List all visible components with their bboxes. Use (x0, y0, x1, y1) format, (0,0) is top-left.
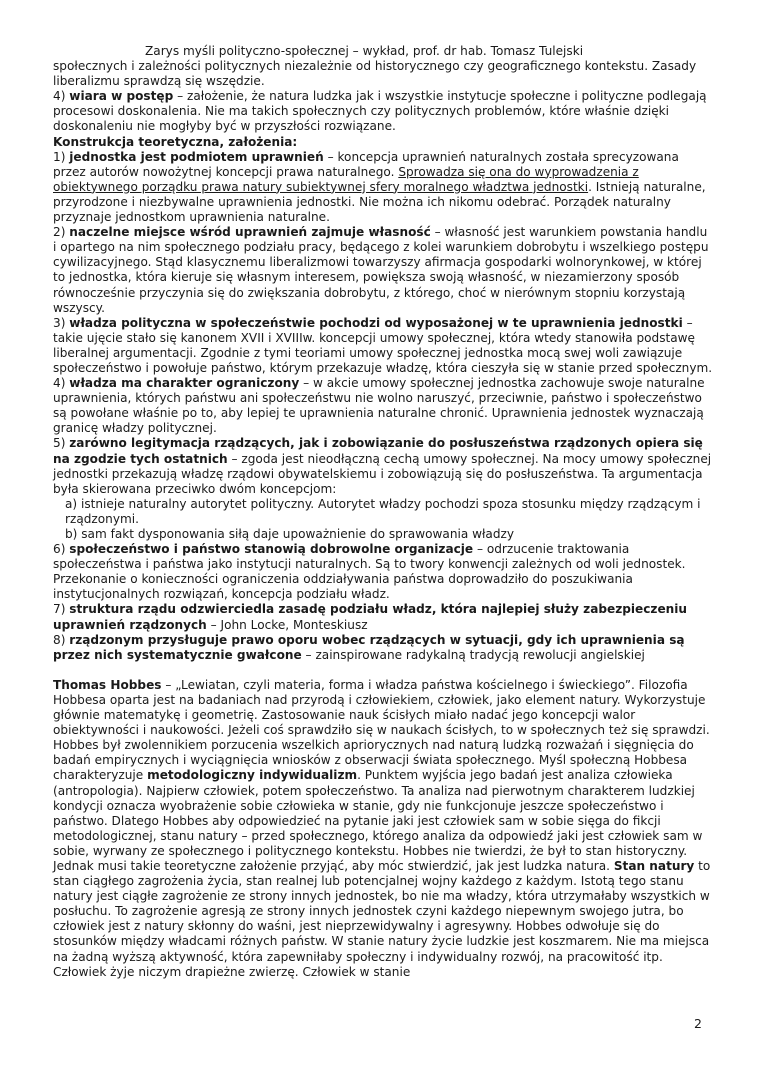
item-number: 6) (53, 542, 70, 557)
assumption-8 (53, 633, 713, 663)
page-number: 2 (694, 1016, 702, 1031)
sub-item-a: a) istnieje naturalny autorytet polityczny. Autorytet władzy pochodzi spoza stosunku między rządzącym i rządzonymi. (65, 496, 701, 526)
running-header: Zarys myśli polityczno-społecznej – wykład, prof. dr hab. Tomasz Tulejski (145, 44, 584, 58)
item-number: 7) (53, 602, 70, 617)
bold-term: metodologiczny indywidualizm (147, 768, 358, 783)
item-bold: rządzonym przysługuje prawo oporu wobec rządzących w sytuacji, gdy ich uprawnienia są przez nich systematycznie gwałcone (53, 632, 685, 662)
item-bold: naczelne miejsce wśród uprawnień zajmuje własność (69, 225, 431, 240)
paragraph-intro: społecznych i zależności politycznych niezależnie od historycznego czy geograficznego kontekstu. Zasady liberalizmu sprawdzą się wszędzie. (53, 59, 697, 89)
item-number: 5) (53, 436, 70, 451)
paragraph-text: to stan ciągłego zagrożenia życia, stan realnej lub potencjalnej wojny każdego z każdym. Istotą tego stanu natury jest ciągłe zagrożenie ze strony innych jednostek, bo nie ma władzy, która utrzymałaby wszystkich w posłuchu. To zagrożenie agresją ze strony innych jednostek czyni każdego niepewnym swojego jutra, bo człowiek jest z natury skłonny do waśni, jest nieprzewidywalny i agresywny. Hobbes odwołuje się do stosunków między władcami różnych państw. W stanie natury życie ludzkie jest koszmarem. Nie ma miejsca na żadną wyższą aktywność, która zapewniłaby społeczny i indywidualny rozwój, na pracowitość itp. Człowiek żyje niczym drapieżne zwierzę. Człowiek w stanie (53, 858, 711, 979)
item-number: 8) (53, 632, 70, 647)
item-text: – w akcie umowy społecznej jednostka zachowuje swoje naturalne uprawnienia, których państwu ani społeczeństwu nie wolno naruszyć, przeciwnie, państwo i społeczeństwo są powołane właśnie po to, aby lepiej te uprawnienia naturalne chronić. Uprawnienia jednostek wyznaczają granicę władzy politycznej. (53, 376, 705, 436)
item-bold: zarówno legitymacja rządzących, jak i zobowiązanie do posłuszeństwa rządzonych opiera się na zgodzie tych ostatnich (53, 436, 703, 466)
item-bold: jednostka jest podmiotem uprawnień (69, 149, 324, 164)
item-number: 3) (53, 315, 70, 330)
item-text: – John Locke, Monteskiusz (206, 617, 368, 632)
item-text: – zgoda jest nieodłączną cechą umowy społecznej. Na mocy umowy społecznej jednostki przekazują władzę rządowi obywatelskiemu i zobowiązują się do posłuszeństwa. Ta argumentacja była skierowana przeciwko dwóm koncepcjom: (53, 451, 712, 496)
item-number: 4) (53, 89, 70, 104)
assumption-7 (53, 602, 713, 632)
item-4-wiara (53, 89, 713, 134)
item-bold: struktura rządu odzwierciedla zasadę podziału władz, która najlepiej służy zabezpieczeniu uprawnień rządzonych (53, 602, 688, 632)
author-name: Thomas Hobbes (53, 677, 162, 692)
item-text: – takie ujęcie stało się kanonem XVII i XVIIIw. koncepcji umowy społecznej, która wtedy stanowiła podstawę liberalnej argumentacji. Zgodnie z tymi teoriami umowy społecznej jednostka mocą swej woli zawiązuje społeczeństwo i powołuje państwo, którym przekazuje władzę, która cieszyła się w stanie przed społecznym. (53, 315, 713, 375)
assumption-2 (53, 225, 713, 316)
document-page (53, 44, 713, 980)
item-bold: władza ma charakter ograniczony (69, 376, 300, 391)
paragraph-text: . Punktem wyjścia jego badań jest analiza człowieka (antropologia). Najpierw człowiek, potem społeczeństwo. Ta analiza nad pierwotnym charakterem ludzkiej kondycji oznacza wyobrażenie sobie człowieka w stanie, gdy nie funkcjonuje jeszcze społeczeństwo i państwo. Dlatego Hobbes aby odpowiedzieć na pytanie jaki jest człowiek sam w sobie sięga do fikcji metodologicznej, stanu natury – przed społecznego, którego analiza da odpowiedź jaki jest człowiek sam w sobie, wyrwany ze społecznego i politycznego kontekstu. Hobbes nie twierdzi, że był to stan historyczny. Jednak musi takie teoretyczne założenie przyjąć, aby móc stwierdzić, jak jest ludzka natura. (53, 768, 703, 873)
item-number: 1) (53, 149, 70, 164)
item-text: – założenie, że natura ludzka jak i wszystkie instytucje społeczne i polityczne podlegają procesowi doskonalenia. Nie ma takich społecznych czy politycznych problemów, które właśnie dzięki doskonaleniu nie mogłyby być w przyszłości rozwiązane. (53, 89, 707, 134)
item-text: . Istnieją naturalne, przyrodzone i niezbywalne uprawnienia jednostki. Nie można ich nikomu odebrać. Porządek naturalny przyznaje jednostkom uprawnienia naturalne. (53, 179, 706, 225)
paragraph-text: – „Lewiatan, czyli materia, forma i władza państwa kościelnego i świeckiego”. Filozofia Hobbesa oparta jest na badaniach nad przyrodą i człowiekiem, człowiek, jako element natury. Wykorzystuje głównie matematykę i geometrię. Zastosowanie nauk ścisłych miało nadać jego koncepcji walor obiektywności i naukowości. Jeżeli coś sprawdziło się w naukach ścisłych, to w społecznych też się sprawdzi. Hobbes był zwolennikiem porzucenia wszelkich apriorycznych nad naturą ludzką rozważań i sięgnięcia do badań empirycznych i wyciągnięcia wniosków z obserwacji świata społecznego. Myśl społeczną Hobbesa charakteryzuje (53, 677, 710, 783)
hobbes-paragraph (53, 678, 713, 980)
assumption-6 (53, 542, 713, 602)
assumption-4 (53, 376, 713, 436)
assumption-3 (53, 316, 713, 376)
item-bold: społeczeństwo i państwo stanowią dobrowolne organizacje (69, 542, 474, 557)
item-text: – własność jest warunkiem powstania handlu i opartego na nim społecznego podziału pracy, będącego z kolei warunkiem dobrobytu i wszelkiego postępu cywilizacyjnego. Stąd klasycznemu liberalizmowi towarzyszy afirmacja gospodarki wolnorynkowej, w której to jednostka, która kieruje się własnym interesem, powiększa swoją własność, w niezamierzony sposób równocześnie przyczynia się do zwiększania dobrobytu, z którego, choć w nierównym stopniu korzystają wszyscy. (53, 225, 709, 315)
item-text: – odrzucenie traktowania społeczeństwa i państwa jako instytucji naturalnych. Są to twory konwencji zależnych od woli jednostek. Przekonanie o konieczności ograniczenia oddziaływania państwa doprowadziło do poszukiwania instytucjonalnych rozwiązań, koncepcja podziału władz. (53, 542, 686, 602)
item-bold: wiara w postęp (69, 89, 174, 104)
underlined-text: Sprowadza się ona do wyprowadzenia z obiektywnego porządku prawa natury subiektywnej sfery moralnego władztwa jednostki (53, 164, 639, 194)
assumption-1 (53, 150, 713, 225)
item-number: 4) (53, 376, 70, 391)
bold-term: Stan natury (613, 858, 695, 873)
section-heading (53, 135, 713, 150)
assumption-5 (53, 436, 713, 496)
item-bold: władza polityczna w społeczeństwie pochodzi od wyposażonej w te uprawnienia jednostki (69, 315, 683, 330)
sub-item-b: b) sam fakt dysponowania siłą daje upoważnienie do sprawowania władzy (65, 527, 515, 541)
blank-line (53, 663, 713, 678)
item-text: – koncepcja uprawnień naturalnych została sprecyzowana przez autorów nowożytnej koncepcji prawa naturalnego. (53, 149, 679, 179)
section-heading-text: Konstrukcja teoretyczna, założenia: (53, 134, 298, 149)
item-text: – zainspirowane radykalną tradycją rewolucji angielskiej (301, 647, 645, 662)
item-number: 2) (53, 225, 70, 240)
